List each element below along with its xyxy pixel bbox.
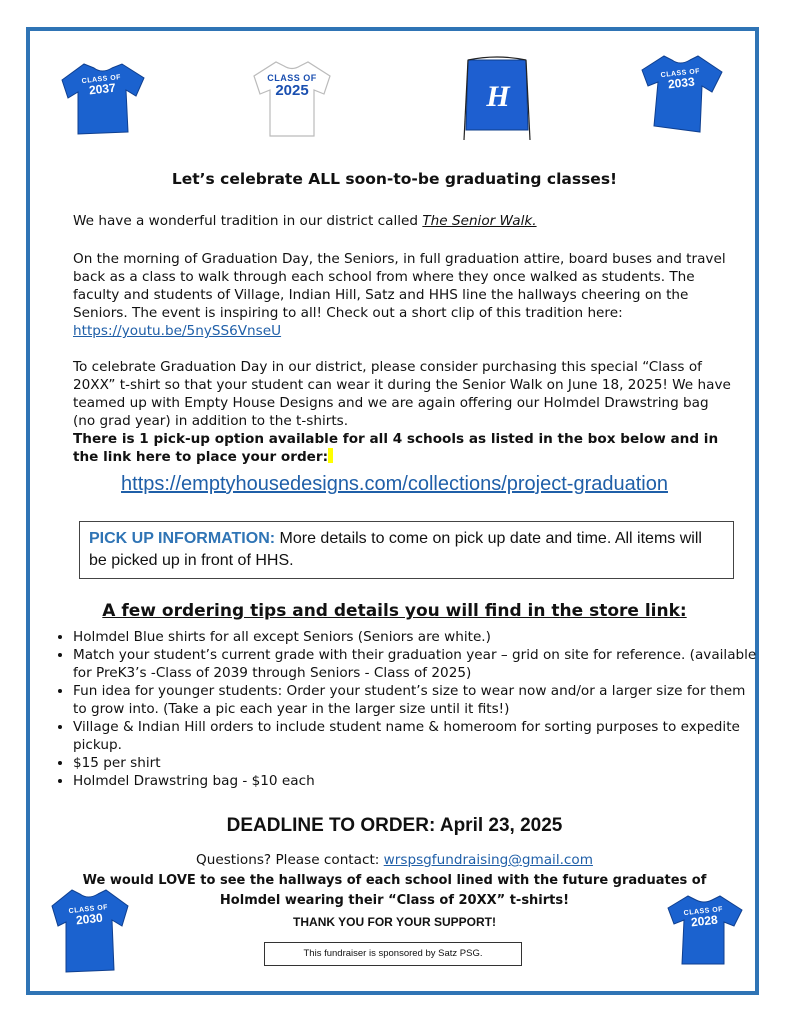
shirt-label-year: 2033	[667, 74, 696, 92]
youtube-link[interactable]: https://youtu.be/5nySS6VnseU	[73, 323, 282, 339]
text-cursor-highlight	[328, 448, 333, 463]
thank-you-text: THANK YOU FOR YOUR SUPPORT!	[293, 915, 496, 929]
questions-text: Questions? Please contact:	[196, 852, 384, 868]
headline: Let’s celebrate ALL soon-to-be graduating classes!	[171, 170, 618, 188]
shirt-label-small: CLASS OF	[683, 905, 724, 918]
purchase-text: To celebrate Graduation Day in our district, please consider purchasing this special “Class of 20XX” t-shirt so that your student can wear it during the Senior Walk on June 18, 2025! We have teamed up with Empty House Designs and we are again offering our Holmdel Drawstring bag (no grad year) in addition to the t-shirts.	[73, 359, 731, 429]
pickup-text: More details to come on pick up date and time. All items will be picked up in front of HHS.	[89, 530, 702, 569]
shirt-label-small: CLASS OF	[81, 73, 122, 86]
shirt-class-2028-image	[664, 892, 744, 966]
shirt-label-small: CLASS OF	[267, 73, 317, 83]
order-url	[0, 471, 789, 496]
list-item: • Fun idea for younger students: Order your student’s size to wear now and/or a larger size for them to grow into. (Take a pic each year in the larger size until it fits!)	[73, 682, 763, 718]
shirt-class-2025-image	[250, 58, 334, 138]
shirt-label-year: 2025	[275, 82, 309, 99]
intro-paragraph	[73, 212, 733, 230]
senior-walk-emphasis: The Senior Walk.	[422, 213, 537, 229]
list-item: • Holmdel Drawstring bag - $10 each	[73, 772, 763, 790]
shirt-label-small: CLASS OF	[660, 67, 701, 80]
tips-list	[52, 628, 763, 790]
list-item: • Match your student’s current grade with their graduation year – grid on site for reference. (available for PreK3’s -Class of 2039 through Seniors - Class of 2025)	[73, 646, 763, 682]
shirt-label-small: CLASS OF	[68, 903, 109, 916]
tradition-paragraph	[73, 250, 733, 340]
tradition-text: On the morning of Graduation Day, the Seniors, in full graduation attire, board buses and travel back as a class to walk through each school from where they once walked as students. The faculty and students of Village, Indian Hill, Satz and HHS line the hallways cheering on the Seniors. The event is inspiring to all! Check out a short clip of this tradition here:	[73, 251, 726, 321]
intro-text: We have a wonderful tradition in our district called	[73, 213, 423, 229]
sponsor-box: This fundraiser is sponsored by Satz PSG.	[264, 942, 522, 966]
list-item: • Holmdel Blue shirts for all except Seniors (Seniors are white.)	[73, 628, 763, 646]
deadline-heading: DEADLINE TO ORDER: April 23, 2025	[226, 815, 563, 836]
contact-email-link[interactable]: wrspsgfundraising@gmail.com	[383, 852, 593, 868]
questions-line	[0, 852, 789, 868]
pickup-option-text: There is 1 pick-up option available for all 4 schools as listed in the box below and in the link here to place your order:	[73, 431, 719, 465]
pickup-info-box	[79, 521, 734, 579]
order-link[interactable]: https://emptyhousedesigns.com/collections/project-graduation	[121, 473, 668, 495]
drawstring-bag-image	[462, 52, 532, 144]
list-item: • $15 per shirt	[73, 754, 763, 772]
bag-logo: H	[486, 80, 510, 113]
purchase-paragraph	[73, 358, 733, 466]
shirt-label-year: 2037	[88, 80, 117, 98]
love-line-1: We would LOVE to see the hallways of each school lined with the future graduates of	[82, 873, 707, 888]
list-item: • Village & Indian Hill orders to include student name & homeroom for sorting purposes to expedite pickup.	[73, 718, 763, 754]
love-line-2: Holmdel wearing their “Class of 20XX” t-shirts!	[219, 893, 570, 908]
pickup-label: PICK UP INFORMATION:	[89, 530, 276, 547]
shirt-class-2030-image	[48, 884, 130, 974]
shirt-class-2033-image	[638, 52, 724, 134]
shirt-label-year: 2028	[690, 912, 719, 930]
tips-heading: A few ordering tips and details you will find in the store link:	[102, 601, 687, 621]
shirt-label-year: 2030	[75, 910, 104, 928]
shirt-class-2037-image	[58, 58, 146, 136]
